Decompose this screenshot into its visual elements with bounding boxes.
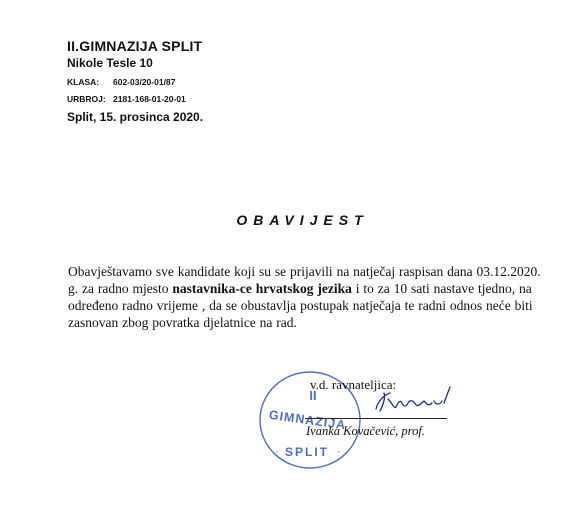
urbroj-label: URBROJ:	[67, 94, 106, 104]
stamp-top-text: II	[309, 388, 317, 403]
school-address: Nikole Tesle 10	[67, 56, 153, 70]
klasa-value: 602-03/20-01/87	[113, 77, 176, 87]
svg-text:·: ·	[337, 446, 341, 458]
handwritten-signature	[370, 383, 460, 419]
body-position-bold: nastavnika-ce hrvatskog jezika	[172, 281, 352, 296]
school-name: II.GIMNAZIJA SPLIT	[67, 38, 203, 54]
notice-body	[68, 263, 548, 331]
stamp-bottom-text: SPLIT	[284, 445, 330, 459]
signature-role: v.d. ravnateljica:	[310, 377, 397, 392]
place-and-date: Split, 15. prosinca 2020.	[67, 110, 204, 124]
stamp-middle-text: GIMNAZIJA	[268, 407, 348, 433]
body-text-2: i to za 10 sati nastave tjedno, na određeno radno vrijeme , da se obustavlja postupak natječaja te radni odnos neće biti zasnovan zbog povratka djelatnice na rad.	[68, 281, 533, 330]
klasa-row	[67, 77, 175, 87]
document-title: OBAVIJEST	[236, 212, 369, 228]
klasa-label: KLASA:	[67, 77, 100, 87]
body-text-1: Obavještavamo sve kandidate koji su se prijavili na natječaj raspisan dana 03.12.2020. g. za radno mjesto	[68, 264, 541, 296]
urbroj-value: 2181-168-01-20-01	[113, 94, 186, 104]
svg-text:·: ·	[275, 446, 279, 458]
urbroj-row	[67, 94, 186, 104]
signature-line	[305, 418, 447, 419]
signatory-name: Ivanka Kovačević, prof.	[306, 424, 425, 438]
